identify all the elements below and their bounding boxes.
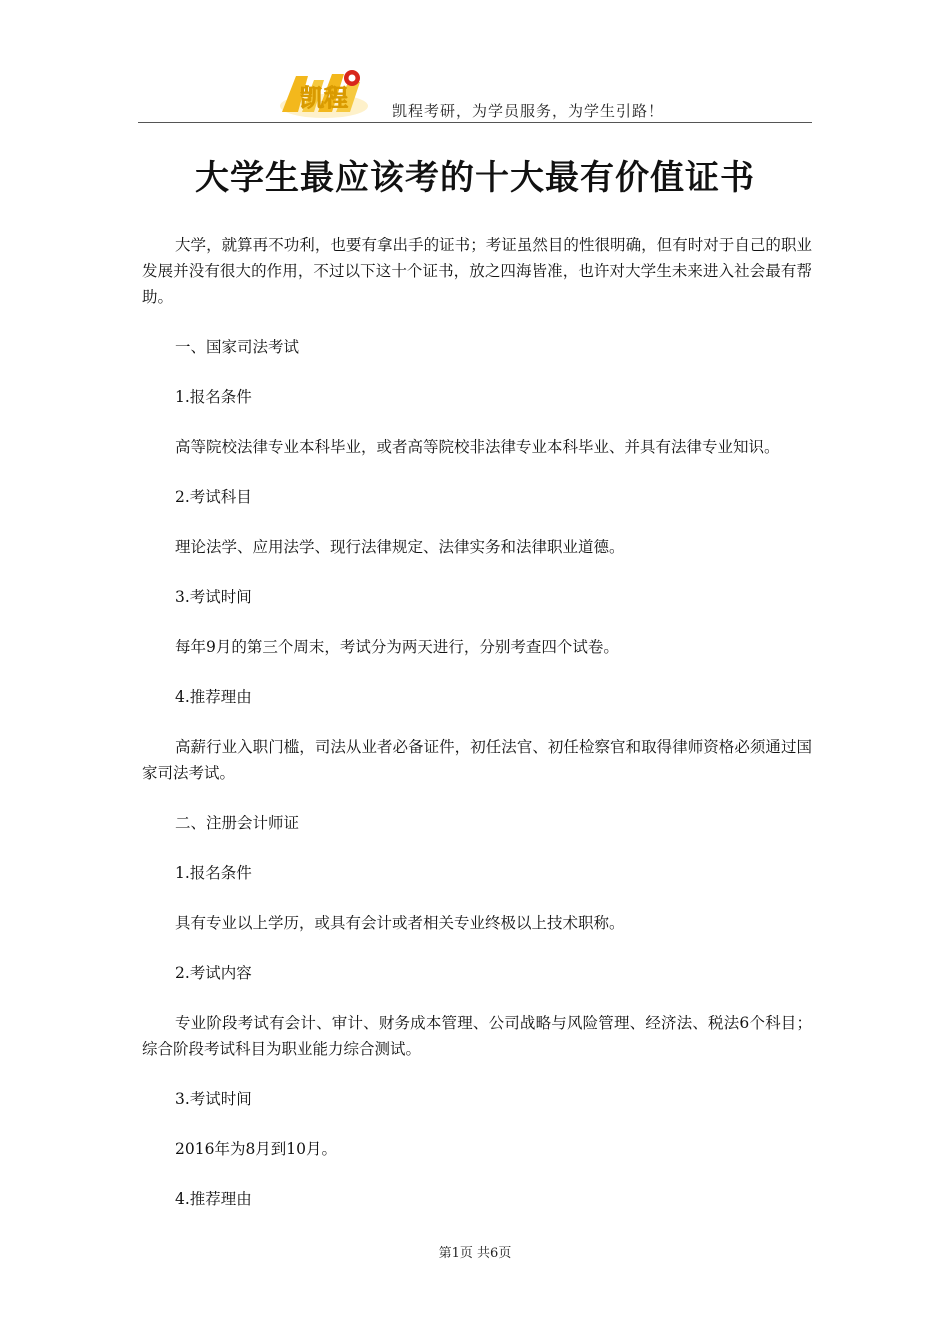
header-tagline: 凯程考研，为学员服务，为学生引路！ xyxy=(392,102,665,120)
paragraph: 理论法学、应用法学、现行法律规定、法律实务和法律职业道德。 xyxy=(175,538,625,556)
kaicheng-logo xyxy=(278,66,370,120)
paragraph: 具有专业以上学历，或具有会计或者相关专业终极以上技术职称。 xyxy=(175,914,625,932)
subheading: 1.报名条件 xyxy=(175,388,252,406)
section-heading: 一、国家司法考试 xyxy=(175,338,300,356)
subheading: 3.考试时间 xyxy=(175,1090,252,1108)
paragraph: 大学，就算再不功利，也要有拿出手的证书；考证虽然目的性很明确，但有时对于自己的职业发展并没有很大的作用，不过以下这十个证书，放之四海皆准，也许对大学生未来进入社会最有帮助。 xyxy=(142,236,812,306)
paragraph: 高等院校法律专业本科毕业，或者高等院校非法律专业本科毕业、并具有法律专业知识。 xyxy=(175,438,780,456)
page-number: 第1页 共6页 xyxy=(438,1246,512,1261)
subheading: 4.推荐理由 xyxy=(175,1190,252,1208)
paragraph: 高薪行业入职门槛，司法从业者必备证件，初任法官、初任检察官和取得律师资格必须通过国家司法考试。 xyxy=(142,738,812,782)
page-footer xyxy=(0,1242,950,1261)
logo-text: 凯程 xyxy=(300,84,348,112)
subheading: 3.考试时间 xyxy=(175,588,252,606)
document-title: 大学生最应该考的十大最有价值证书 xyxy=(195,158,755,198)
header-divider xyxy=(138,122,812,123)
section-heading: 二、注册会计师证 xyxy=(175,814,300,832)
subheading: 2.考试内容 xyxy=(175,964,252,982)
paragraph: 专业阶段考试有会计、审计、财务成本管理、公司战略与风险管理、经济法、税法6个科目；综合阶段考试科目为职业能力综合测试。 xyxy=(142,1014,812,1058)
paragraph: 每年9月的第三个周末，考试分为两天进行，分别考查四个试卷。 xyxy=(175,638,619,656)
paragraph: 2016年为8月到10月。 xyxy=(175,1140,338,1158)
subheading: 4.推荐理由 xyxy=(175,688,252,706)
subheading: 2.考试科目 xyxy=(175,488,252,506)
subheading: 1.报名条件 xyxy=(175,864,252,882)
document-body xyxy=(142,232,812,1236)
